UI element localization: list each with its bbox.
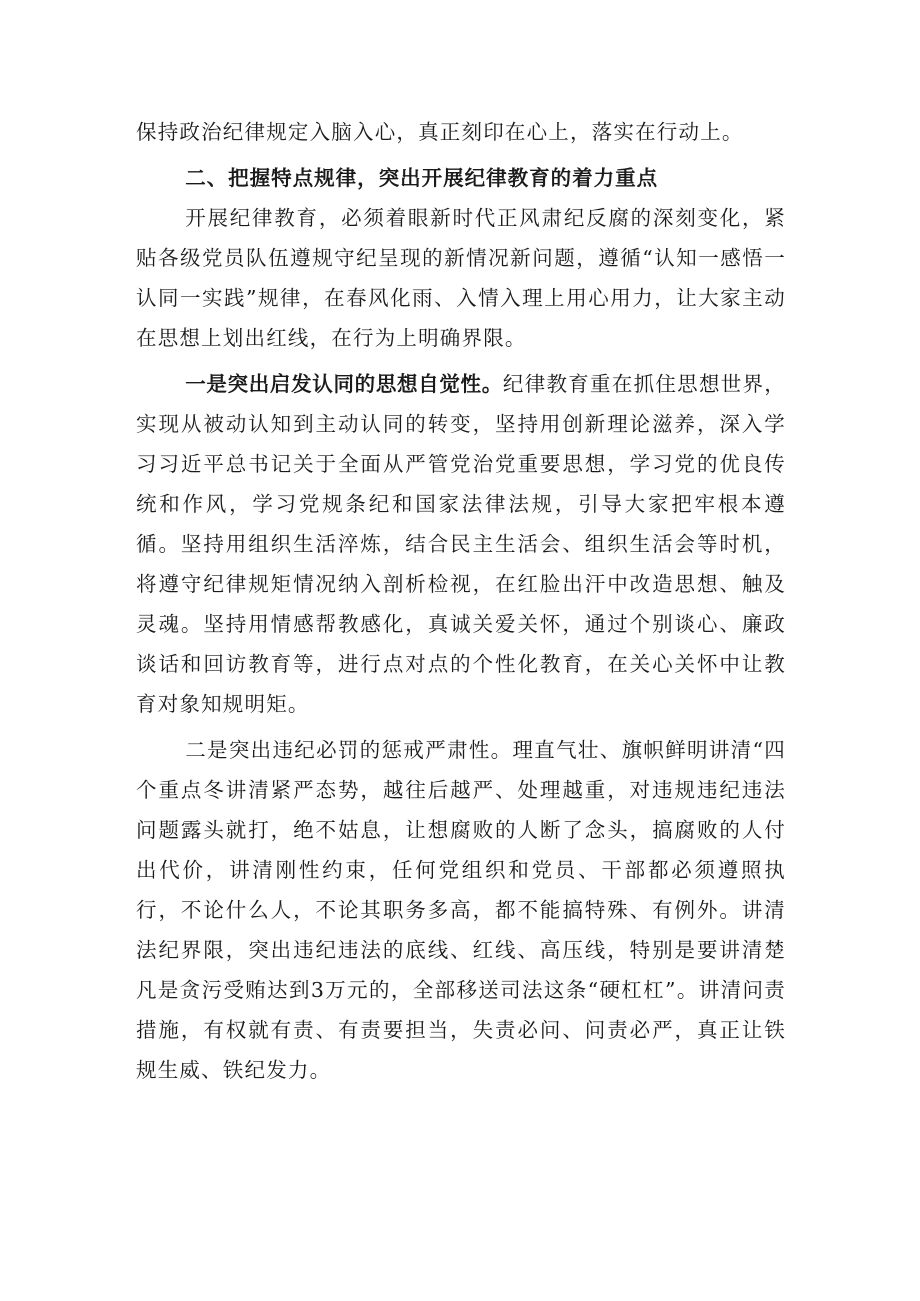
point-one-lead: 一是突出启发认同的思想自觉性。 [185, 372, 503, 396]
section-heading: 二、把握特点规律，突出开展纪律教育的着力重点 [185, 166, 659, 190]
paragraph-continuation: 保持政治纪律规定入脑入心，真正刻印在心上，落实在行动上。 [136, 120, 744, 144]
paragraph-point-one [136, 364, 786, 724]
paragraph-intro: 开展纪律教育，必须着眼新时代正风肃纪反腐的深刻变化，紧贴各级党员队伍遵规守纪呈现的新情况新问题，遵循“认知一感悟一认同一实践”规律，在春风化雨、入情入理上用心用力，让大家主动在思想上划出红线，在行为上明确界限。 [136, 206, 786, 350]
point-one-body: 纪律教育重在抓住思想世界，实现从被动认知到主动认同的转变，坚持用创新理论滋养，深入学习习近平总书记关于全面从严管党治党重要思想，学习党的优良传统和作风，学习党规条纪和国家法律法规，引导大家把牢根本遵循。坚持用组织生活淬炼，结合民主生活会、组织生活会等时机，将遵守纪律规矩情况纳入剖析检视，在红脸出汗中改造思想、触及灵魂。坚持用情感帮教感化，真诚关爱关怀，通过个别谈心、廉政谈话和回访教育等，进行点对点的个性化教育，在关心关怀中让教育对象知规明矩。 [136, 372, 787, 716]
paragraph-point-two: 二是突出违纪必罚的惩戒严肃性。理直气壮、旗帜鲜明讲清“四个重点冬讲清紧严态势，越往后越严、处理越重，对违规违纪违法问题露头就打，绝不姑息，让想腐败的人断了念头，搞腐败的人付出代价，讲清刚性约束，任何党组织和党员、干部都必须遵照执行，不论什么人，不论其职务多高，都不能搞特殊、有例外。讲清法纪界限，突出违纪违法的底线、红线、高压线，特别是要讲清楚凡是贪污受贿达到3万元的，全部移送司法这条“硬杠杠”。讲清问责措施，有权就有责、有责要担当，失责必问、问责必严，真正让铁规生威、铁纪发力。 [136, 738, 786, 1082]
document-page [136, 112, 786, 1090]
